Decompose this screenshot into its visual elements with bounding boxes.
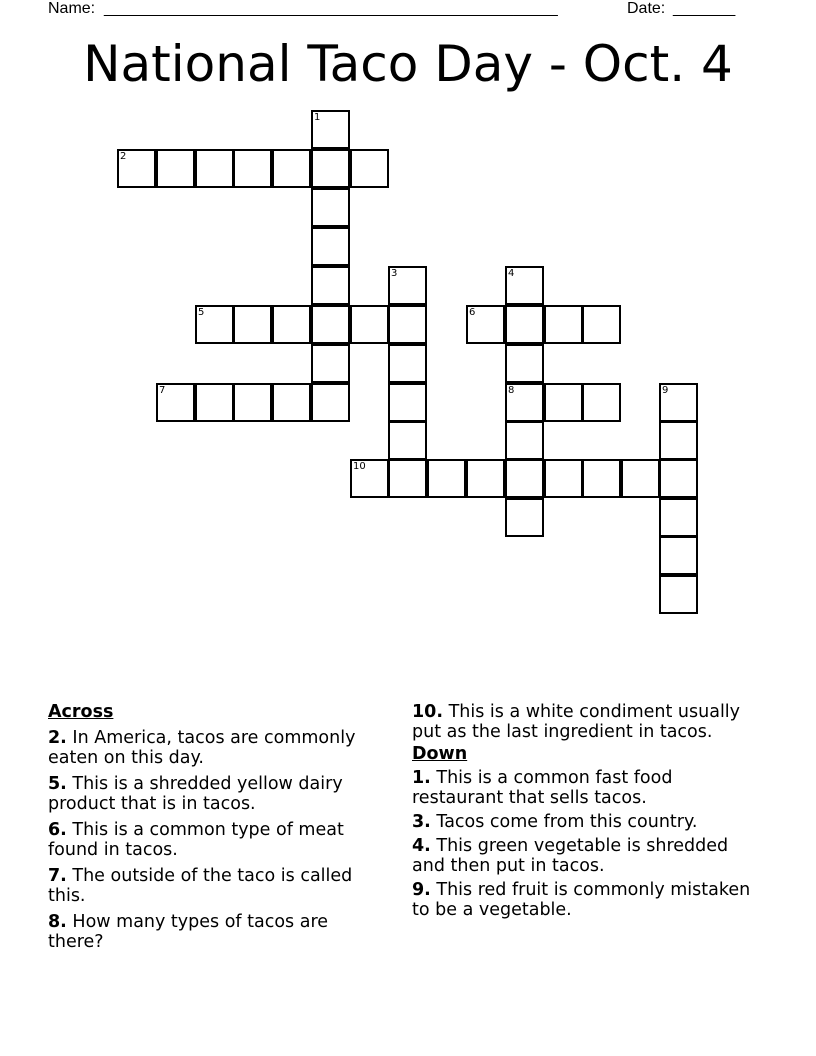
grid-cell[interactable] <box>350 305 389 344</box>
grid-cell[interactable] <box>659 536 698 575</box>
grid-cell[interactable] <box>505 383 544 422</box>
clue-across-6 <box>48 820 388 860</box>
grid-cell[interactable] <box>659 459 698 498</box>
clue-number: 3 <box>391 268 398 279</box>
grid-cell[interactable] <box>505 421 544 460</box>
grid-cell[interactable] <box>505 344 544 383</box>
grid-cell[interactable] <box>311 344 350 383</box>
clue-text: This green vegetable is shredded and then put in tacos. <box>412 836 729 876</box>
clue-number: 2 <box>120 151 127 162</box>
grid-cell[interactable] <box>505 266 544 305</box>
clues-right-column <box>412 702 752 926</box>
grid-cell[interactable] <box>582 459 621 498</box>
clue-number: 2. <box>48 728 67 748</box>
clue-across-8 <box>48 912 388 952</box>
grid-cell[interactable] <box>505 305 544 344</box>
clue-down-3 <box>412 812 752 832</box>
grid-cell[interactable] <box>195 383 234 422</box>
grid-cell[interactable] <box>388 421 427 460</box>
clue-across-7 <box>48 866 388 906</box>
clue-number: 7 <box>159 385 166 396</box>
clue-number: 10. <box>412 702 444 722</box>
grid-cell[interactable] <box>311 110 350 149</box>
clue-text: This is a common fast food restaurant that sells tacos. <box>412 768 673 808</box>
clue-text: In America, tacos are commonly eaten on this day. <box>48 728 356 768</box>
name-label: Name: <box>48 0 96 17</box>
clue-number: 10 <box>353 461 366 472</box>
grid-cell[interactable] <box>350 459 389 498</box>
grid-cell[interactable] <box>388 266 427 305</box>
grid-cell[interactable] <box>233 383 272 422</box>
grid-cell[interactable] <box>659 575 698 614</box>
grid-cell[interactable] <box>388 459 427 498</box>
grid-cell[interactable] <box>388 344 427 383</box>
clue-text: This is a common type of meat found in tacos. <box>48 820 344 860</box>
grid-cell[interactable] <box>388 383 427 422</box>
grid-cell[interactable] <box>582 383 621 422</box>
date-line: _______ <box>673 0 736 17</box>
date-label: Date: <box>627 0 666 17</box>
grid-cell[interactable] <box>311 188 350 227</box>
clue-number: 8 <box>508 385 515 396</box>
clue-down-9 <box>412 880 752 920</box>
grid-cell[interactable] <box>272 149 311 188</box>
grid-cell[interactable] <box>388 305 427 344</box>
clue-text: This red fruit is commonly mistaken to be a vegetable. <box>412 880 751 920</box>
clue-number: 6 <box>469 307 476 318</box>
grid-cell[interactable] <box>272 383 311 422</box>
grid-cell[interactable] <box>117 149 156 188</box>
clues-left-column <box>48 702 388 958</box>
grid-cell[interactable] <box>466 459 505 498</box>
grid-cell[interactable] <box>311 227 350 266</box>
grid-cell[interactable] <box>659 498 698 537</box>
clue-text: This is a shredded yellow dairy product that is in tacos. <box>48 774 343 814</box>
clue-number: 9. <box>412 880 431 900</box>
grid-cell[interactable] <box>311 305 350 344</box>
grid-cell[interactable] <box>659 421 698 460</box>
grid-cell[interactable] <box>350 149 389 188</box>
clue-across-5 <box>48 774 388 814</box>
clue-text: Tacos come from this country. <box>436 812 698 832</box>
grid-cell[interactable] <box>311 266 350 305</box>
grid-cell[interactable] <box>311 383 350 422</box>
grid-cell[interactable] <box>156 149 195 188</box>
grid-cell[interactable] <box>505 459 544 498</box>
grid-cell[interactable] <box>582 305 621 344</box>
clue-number: 9 <box>662 385 669 396</box>
grid-cell[interactable] <box>195 305 234 344</box>
clue-number: 5. <box>48 774 67 794</box>
clue-number: 1. <box>412 768 431 788</box>
clue-number: 8. <box>48 912 67 932</box>
puzzle-title: National Taco Day - Oct. 4 <box>83 35 733 93</box>
grid-cell[interactable] <box>233 149 272 188</box>
clue-number: 4 <box>508 268 515 279</box>
clue-number: 1 <box>314 112 321 123</box>
grid-cell[interactable] <box>621 459 660 498</box>
grid-cell[interactable] <box>659 383 698 422</box>
clue-number: 7. <box>48 866 67 886</box>
grid-cell[interactable] <box>195 149 234 188</box>
clue-number: 5 <box>198 307 205 318</box>
grid-cell[interactable] <box>311 149 350 188</box>
grid-cell[interactable] <box>505 498 544 537</box>
down-heading: Down <box>412 744 468 764</box>
grid-cell[interactable] <box>233 305 272 344</box>
grid-cell[interactable] <box>544 305 583 344</box>
grid-cell[interactable] <box>272 305 311 344</box>
grid-cell[interactable] <box>466 305 505 344</box>
grid-cell[interactable] <box>544 459 583 498</box>
clue-down-1 <box>412 768 752 808</box>
name-line: ___________________________________________________ <box>104 0 558 17</box>
clue-number: 6. <box>48 820 67 840</box>
clue-number: 4. <box>412 836 431 856</box>
clue-across-2 <box>48 728 388 768</box>
clue-text: The outside of the taco is called this. <box>48 866 353 906</box>
clue-text: How many types of tacos are there? <box>48 912 329 952</box>
grid-cell[interactable] <box>427 459 466 498</box>
clue-down-4 <box>412 836 752 876</box>
across-heading: Across <box>48 702 114 722</box>
grid-cell[interactable] <box>156 383 195 422</box>
clue-across-10 <box>412 702 752 742</box>
clue-text: This is a white condiment usually put as the last ingredient in tacos. <box>412 702 741 742</box>
clue-number: 3. <box>412 812 431 832</box>
grid-cell[interactable] <box>544 383 583 422</box>
